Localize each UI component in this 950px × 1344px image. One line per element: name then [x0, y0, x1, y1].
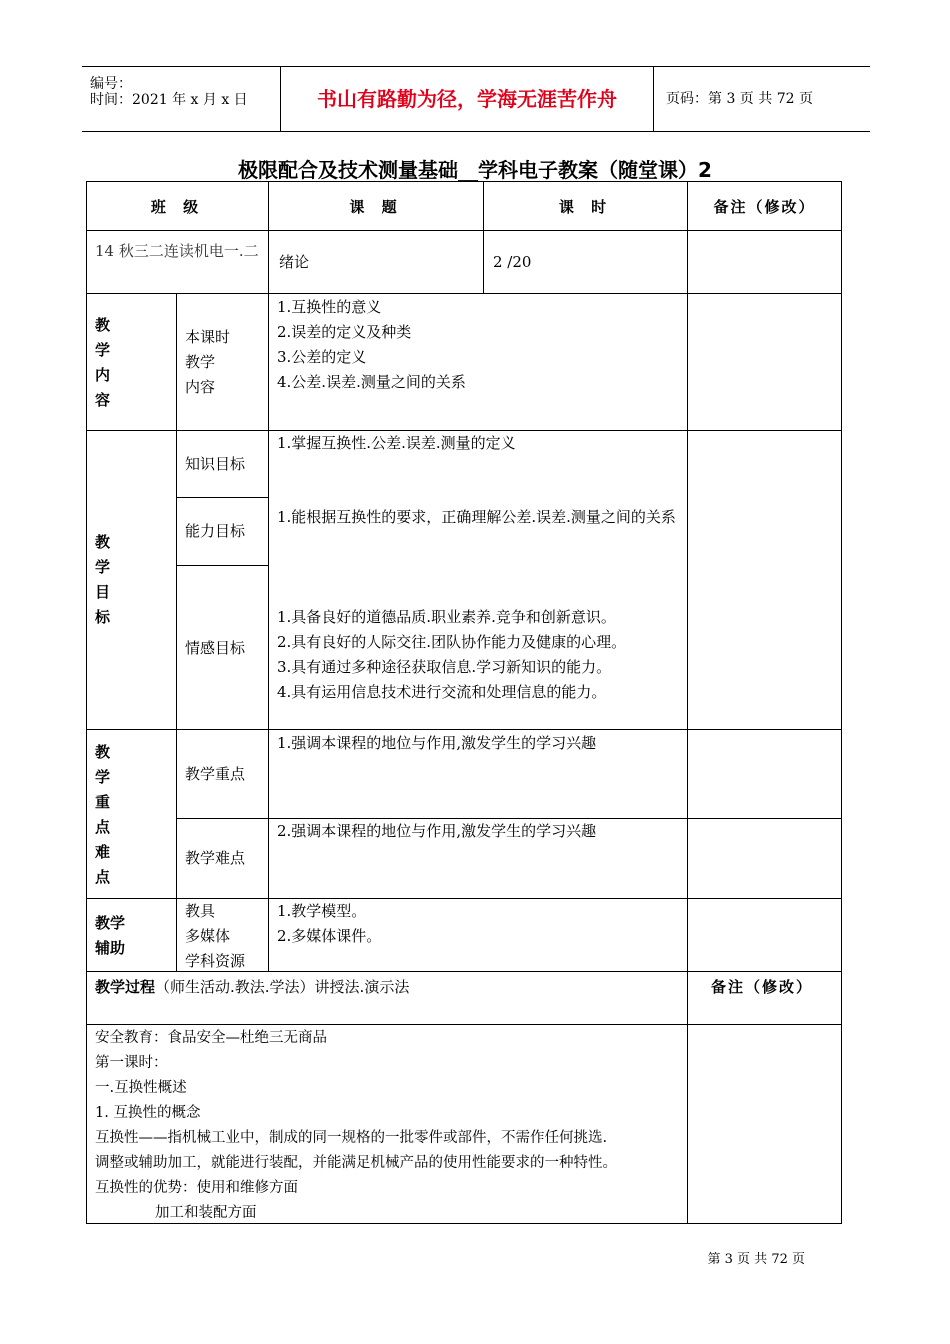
document-title: 极限配合及技术测量基础__学科电子教案（随堂课）2 [238, 158, 712, 182]
goals-label: 教学目标 [95, 533, 111, 626]
header-meta [82, 67, 281, 131]
process-remark: 备注（修改） [711, 978, 814, 996]
process-line: 一.互换性概述 [95, 1080, 187, 1096]
page-footer: 第 3 页 共 72 页 [707, 1252, 805, 1267]
ability-label: 能力目标 [185, 522, 246, 540]
list-item: 3.公差的定义 [277, 348, 367, 366]
list-item: 4.公差.误差.测量之间的关系 [277, 373, 466, 391]
time-label: 时间：2021 年 x 月 x 日 [90, 92, 248, 108]
knowledge-label: 知识目标 [185, 455, 246, 473]
list-item: 4.具有运用信息技术进行交流和处理信息的能力。 [277, 683, 607, 701]
process-line: 第一课时： [95, 1055, 168, 1071]
emotion-list [277, 605, 682, 705]
list-item: 3.具有通过多种途径获取信息.学习新知识的能力。 [277, 658, 612, 676]
aids-label: 教学辅助 [95, 914, 126, 957]
lesson-plan-table [86, 181, 842, 1224]
process-header [95, 975, 685, 1000]
class-value: 14 秋三二连读机电一.二 [95, 242, 259, 260]
col-remark-header: 备注（修改） [713, 198, 816, 216]
list-item: 1.互换性的意义 [277, 298, 382, 316]
content-sub: 本课时 教学 内容 [185, 328, 231, 396]
hours-value: 2 /20 [493, 253, 532, 271]
process-line: 加工和装配方面 [155, 1205, 257, 1221]
knowledge-text: 1.掌握互换性.公差.误差.测量的定义 [277, 434, 516, 452]
process-line: 调整或辅助加工，就能进行装配，并能满足机械产品的使用性能要求的一种特性。 [95, 1155, 617, 1171]
page-label: 页码：第 3 页 共 72 页 [666, 91, 813, 107]
process-line: 1. 互换性的概念 [95, 1105, 201, 1121]
col-class-header: 班 级 [150, 198, 205, 216]
difficulty-text: 2.强调本课程的地位与作用,激发学生的学习兴趣 [277, 822, 597, 840]
col-hours-header: 课 时 [558, 198, 613, 216]
list-item: 2.多媒体课件。 [277, 927, 382, 945]
content-label: 教学内容 [95, 316, 111, 409]
process-label: 教学过程 [95, 978, 156, 996]
process-line: 安全教育：食品安全—杜绝三无商品 [95, 1030, 327, 1046]
process-line: 互换性——指机械工业中，制成的同一规格的一批零件或部件，不需作任何挑选. [95, 1130, 608, 1146]
emotion-label: 情感目标 [185, 639, 246, 657]
focus-label: 教学重点 [185, 765, 246, 783]
difficulty-label: 教学难点 [185, 849, 246, 867]
list-item: 1.具备良好的道德品质.职业素养.竞争和创新意识。 [277, 608, 616, 626]
number-label: 编号： [90, 76, 132, 92]
focus-text: 1.强调本课程的地位与作用,激发学生的学习兴趣 [277, 734, 597, 752]
content-list [277, 295, 682, 395]
list-item: 2.误差的定义及种类 [277, 323, 412, 341]
keypoint-label: 教学重点难点 [95, 743, 111, 886]
col-topic-header: 课 题 [349, 198, 403, 216]
list-item: 2.具有良好的人际交往.团队协作能力及健康的心理。 [277, 633, 627, 651]
process-body [95, 1026, 687, 1226]
process-line: 互换性的优势：使用和维修方面 [95, 1180, 298, 1196]
topic-value: 绪论 [279, 253, 310, 271]
ability-text: 1.能根据互换性的要求，正确理解公差.误差.测量之间的关系 [277, 508, 676, 526]
aids-list [277, 899, 682, 949]
process-note: （师生活动.教法.学法）讲授法.演示法 [155, 978, 410, 996]
motto: 书山有路勤为径，学海无涯苦作舟 [281, 67, 654, 131]
list-item: 1.教学模型。 [277, 902, 367, 920]
aids-sub: 教具 多媒体 学科资源 [185, 902, 246, 970]
page-header [82, 66, 870, 132]
